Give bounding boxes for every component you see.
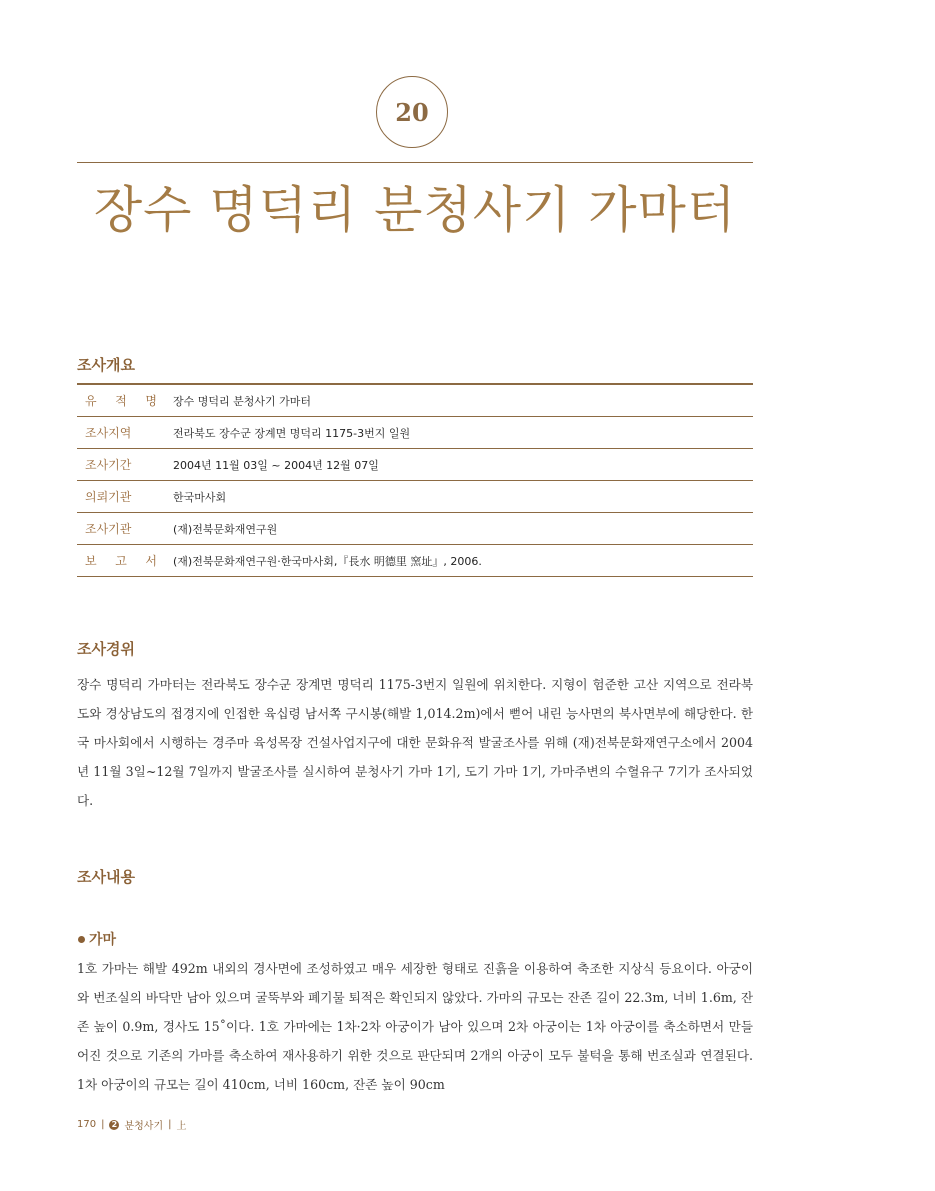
footer-divider: |: [168, 1119, 172, 1130]
row-label: 의뢰기관: [77, 481, 163, 513]
kiln-subheading-label: 가마: [89, 932, 117, 948]
page-footer: [77, 1117, 186, 1132]
row-label: 유 적 명: [77, 384, 163, 417]
background-paragraph: 장수 명덕리 가마터는 전라북도 장수군 장계면 명덕리 1175-3번지 일원에 위치한다. 지형이 험준한 고산 지역으로 전라북도와 경상남도의 접경지에 인접한 육십령 남서쪽 구시봉(해발 1,014.2m)에서 뻗어 내린 능사면의 북사면부에 해당한다. 한국 마사회에서 시행하는 경주마 육성목장 건설사업지구에 대한 문화유적 발굴조사를 위해 (재)전북문화재연구소에서 2004년 11월 3일~12월 7일까지 발굴조사를 실시하여 분청사기 가마 1기, 도기 가마 1기, 가마주변의 수혈유구 7기가 조사되었다.: [77, 677, 753, 808]
row-value: 한국마사회: [163, 481, 753, 513]
volume-label: 上: [176, 1121, 187, 1132]
title-divider: [77, 162, 753, 163]
table-row: [77, 481, 753, 513]
chapter-number-badge: [376, 76, 448, 148]
table-row: [77, 449, 753, 481]
row-value: (재)전북문화재연구원: [163, 513, 753, 545]
row-label: 조사기간: [77, 449, 163, 481]
row-value: 장수 명덕리 분청사기 가마터: [163, 384, 753, 417]
row-value: (재)전북문화재연구원·한국마사회,『長水 明德里 窯址』, 2006.: [163, 545, 753, 577]
row-label: 조사지역: [77, 417, 163, 449]
book-title: 분청사기: [124, 1121, 164, 1132]
table-row: [77, 384, 753, 417]
chapter-number: 20: [395, 97, 429, 127]
background-heading: 조사경위: [77, 640, 135, 658]
table-row: [77, 417, 753, 449]
table-row: [77, 545, 753, 577]
kiln-subheading: [78, 929, 116, 949]
overview-table: [77, 383, 753, 577]
kiln-paragraph: 1호 가마는 해발 492m 내외의 경사면에 조성하였고 매우 세장한 형태로 진흙을 이용하여 축조한 지상식 등요이다. 아궁이와 번조실의 바닥만 남아 있으며 굴뚝부와 폐기물 퇴적은 확인되지 않았다. 가마의 규모는 잔존 길이 22.3m, 너비 1.6m, 잔존 높이 0.9m, 경사도 15˚이다. 1호 가마에는 1차·2차 아궁이가 남아 있으며 2차 아궁이는 1차 아궁이를 축소하면서 만들어진 것으로 기존의 가마를 축소하여 재사용하기 위한 것으로 판단되며 2개의 아궁이 모두 불턱을 통해 번조실과 연결된다. 1차 아궁이의 규모는 길이 410cm, 너비 160cm, 잔존 높이 90cm: [77, 961, 753, 1092]
contents-heading: 조사내용: [77, 868, 135, 886]
bullet-icon: [78, 936, 85, 943]
row-label: 보 고 서: [77, 545, 163, 577]
overview-heading: 조사개요: [77, 356, 135, 374]
page-title: 장수 명덕리 분청사기 가마터: [93, 181, 737, 239]
row-label: 조사기관: [77, 513, 163, 545]
row-value: 2004년 11월 03일 ~ 2004년 12월 07일: [163, 449, 753, 481]
page-number: 170: [77, 1119, 97, 1130]
row-value: 전라북도 장수군 장계면 명덕리 1175-3번지 일원: [163, 417, 753, 449]
table-row: [77, 513, 753, 545]
volume-number-icon: 2: [109, 1120, 119, 1130]
footer-divider: |: [101, 1119, 105, 1130]
